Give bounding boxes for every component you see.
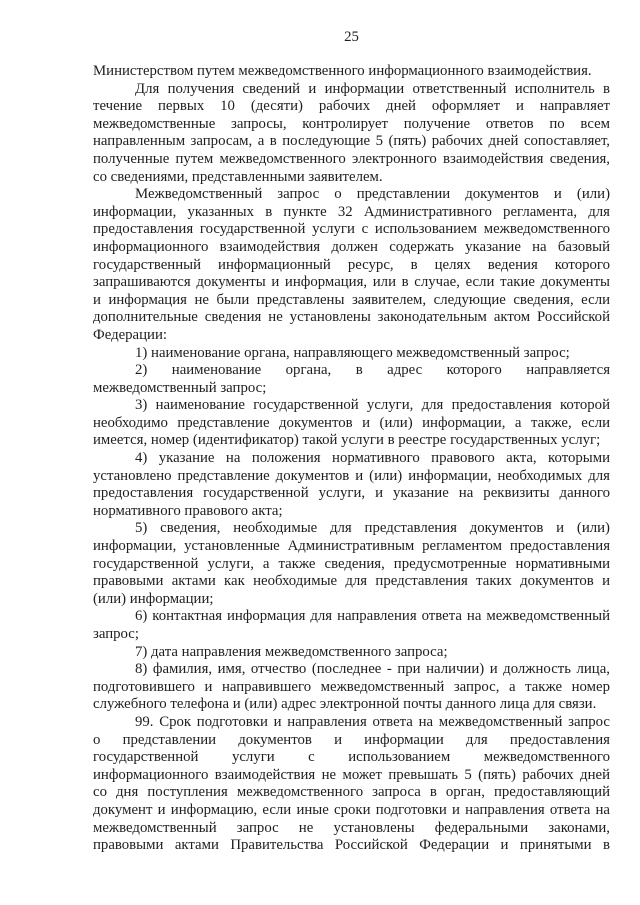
paragraph: [93, 63, 610, 81]
text-line: государственной услуги, а также сведения, предусмотренные нормативными: [93, 555, 610, 572]
text-line: Министерством путем межведомственного информационного взаимодействия.: [93, 63, 592, 79]
text-line: полученные путем межведомственного электронного взаимодействия сведения,: [93, 150, 610, 167]
paragraph: [93, 520, 610, 608]
paragraph: [93, 644, 610, 662]
text-line: запрашиваются документы и информация, или в случае, если такие документы: [93, 274, 610, 291]
text-line: межведомственные запросы, контролирует получение ответов по всем: [93, 115, 610, 132]
text-line: (или) информации;: [93, 590, 214, 607]
text-line: установлено представление документов и (или) информации, необходимых для: [93, 467, 610, 484]
text-line: информационного взаимодействия не может превышать 5 (пять) рабочих дней: [93, 766, 610, 783]
text-line: Федерации:: [93, 326, 167, 343]
text-line: 99. Срок подготовки и направления ответа на межведомственный запрос: [135, 713, 610, 730]
text-line: запрос;: [93, 626, 139, 642]
text-line: 5) сведения, необходимые для представления документов и (или): [135, 520, 610, 537]
text-line: Для получения сведений и информации ответственный исполнитель в: [135, 80, 610, 97]
text-line: 3) наименование государственной услуги, для предоставления которой: [135, 397, 610, 414]
paragraph: [93, 81, 610, 187]
text-line: предоставления государственной услуги с использованием межведомственного: [93, 221, 610, 238]
text-line: 6) контактная информация для направления ответа на межведомственный: [135, 608, 610, 625]
paragraph: [93, 714, 610, 855]
text-line: государственной услуги с использованием межведомственного: [93, 749, 610, 766]
text-line: нормативного правового акта;: [93, 502, 283, 519]
text-line: 7) дата направления межведомственного запроса;: [135, 643, 448, 660]
text-line: межведомственный запрос;: [93, 379, 267, 396]
text-line: информации, установленные Административным регламентом предоставления: [93, 538, 610, 555]
paragraph: [93, 450, 610, 520]
text-line: подготовившего и направившего межведомственный запрос, а также номер: [93, 678, 610, 695]
text-line: информационного взаимодействия должен содержать указание на базовый: [93, 238, 610, 255]
text-line: со дня поступления межведомственного запроса в орган, предоставляющий: [93, 784, 610, 801]
text-line: служебного телефона и (или) адрес электронной почты данного лица для связи.: [93, 696, 597, 713]
text-line: межведомственный запрос не установлены федеральными законами,: [93, 819, 610, 836]
text-line: имеется, номер (идентификатор) такой услуги в реестре государственных услуг;: [93, 432, 601, 449]
text-line: предоставления государственной услуги, и указание на реквизиты данного: [93, 485, 610, 502]
text-line: государственный информационный ресурс, в целях ведения которого: [93, 256, 610, 273]
paragraph: [93, 608, 610, 643]
text-line: 2) наименование органа, в адрес которого направляется: [135, 362, 610, 379]
text-line: правовыми актами Правительства Российской Федерации и принятыми в: [93, 837, 610, 854]
text-line: со сведениями, представленными заявителем.: [93, 168, 383, 185]
text-line: направленным запросам, а в последующие 5 (пять) рабочих дней сопоставляет,: [93, 133, 610, 150]
paragraph: [93, 186, 610, 344]
paragraph: [93, 661, 610, 714]
page-number: 25: [344, 29, 359, 45]
text-line: 4) указание на положения нормативного правового акта, которыми: [135, 450, 610, 467]
text-line: и информация не были представлены заявителем, следующие сведения, если: [93, 291, 610, 308]
text-line: необходимо представление документов и (или) информации, а также, если: [93, 414, 610, 431]
document-body: [93, 63, 610, 855]
text-line: 8) фамилия, имя, отчество (последнее - при наличии) и должность лица,: [135, 661, 610, 678]
paragraph: [93, 345, 610, 363]
paragraph: [93, 362, 610, 397]
text-line: информации, указанных в пункте 32 Административного регламента, для: [93, 203, 610, 220]
text-line: дополнительные сведения не установлены законодательным актом Российской: [93, 309, 610, 326]
text-line: течение первых 10 (десяти) рабочих дней оформляет и направляет: [93, 98, 610, 115]
text-line: о представлении документов и информации для предоставления: [93, 731, 610, 748]
text-line: Межведомственный запрос о представлении документов и (или): [135, 186, 610, 203]
text-line: 1) наименование органа, направляющего межведомственный запрос;: [135, 344, 570, 361]
paragraph: [93, 397, 610, 450]
text-line: документ и информацию, если иные сроки подготовки и направления ответа на: [93, 801, 610, 818]
text-line: правовыми актами как необходимые для представления таких документов и: [93, 573, 610, 590]
